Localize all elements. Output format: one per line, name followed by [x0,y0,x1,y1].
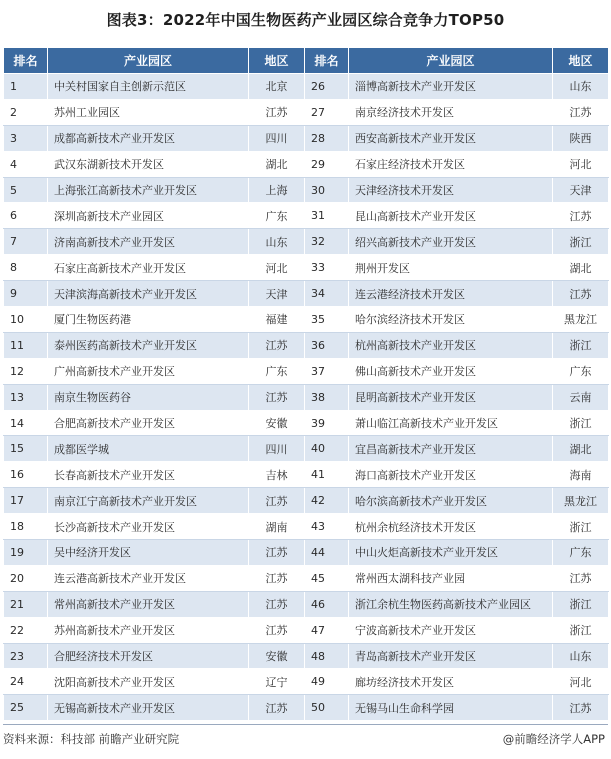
park-cell: 南京经济技术开发区 [349,99,553,125]
rank-cell: 22 [4,617,48,643]
park-cell: 天津经济技术开发区 [349,177,553,203]
region-cell: 四川 [249,436,305,462]
region-cell: 湖北 [249,151,305,177]
rank-cell: 46 [305,591,349,617]
region-cell: 福建 [249,307,305,333]
table-row [4,125,609,151]
park-cell: 合肥经济技术开发区 [48,643,249,669]
table-row [4,462,609,488]
rank-cell: 13 [4,384,48,410]
park-cell: 淄博高新技术产业开发区 [349,74,553,100]
region-cell: 广东 [553,358,609,384]
park-cell: 宁波高新技术产业开发区 [349,617,553,643]
brand-credit: @前瞻经济学人APP [502,732,605,746]
park-cell: 长沙高新技术产业开发区 [48,514,249,540]
table-row [4,229,609,255]
park-cell: 上海张江高新技术产业开发区 [48,177,249,203]
region-cell: 浙江 [553,229,609,255]
rank-cell: 32 [305,229,349,255]
park-cell: 中关村国家自主创新示范区 [48,74,249,100]
table-row [4,514,609,540]
footer-divider [3,724,608,725]
park-cell: 吴中经济开发区 [48,540,249,566]
rank-cell: 39 [305,410,349,436]
region-cell: 江苏 [553,203,609,229]
rank-cell: 27 [305,99,349,125]
region-cell: 山东 [249,229,305,255]
rank-cell: 14 [4,410,48,436]
park-cell: 连云港高新技术产业开发区 [48,565,249,591]
table-row [4,643,609,669]
rank-cell: 44 [305,540,349,566]
table-row [4,281,609,307]
park-cell: 杭州高新技术产业开发区 [349,332,553,358]
rank-cell: 50 [305,695,349,721]
region-cell: 山东 [553,643,609,669]
table-row [4,617,609,643]
park-cell: 连云港经济技术开发区 [349,281,553,307]
rank-cell: 42 [305,488,349,514]
region-cell: 山东 [553,74,609,100]
region-cell: 江苏 [249,488,305,514]
park-cell: 常州西太湖科技产业园 [349,565,553,591]
region-cell: 黑龙江 [553,488,609,514]
rank-cell: 10 [4,307,48,333]
park-cell: 西安高新技术产业开发区 [349,125,553,151]
rank-cell: 7 [4,229,48,255]
park-cell: 合肥高新技术产业开发区 [48,410,249,436]
region-cell: 河北 [249,255,305,281]
park-cell: 石家庄经济技术开发区 [349,151,553,177]
rank-cell: 1 [4,74,48,100]
region-cell: 江苏 [249,565,305,591]
rank-cell: 38 [305,384,349,410]
rank-cell: 45 [305,565,349,591]
rank-cell: 30 [305,177,349,203]
region-cell: 四川 [249,125,305,151]
region-cell: 北京 [249,74,305,100]
region-cell: 吉林 [249,462,305,488]
header-region: 地区 [553,48,609,74]
park-cell: 广州高新技术产业开发区 [48,358,249,384]
rank-cell: 34 [305,281,349,307]
rank-cell: 24 [4,669,48,695]
rank-cell: 31 [305,203,349,229]
rank-cell: 5 [4,177,48,203]
rank-cell: 28 [305,125,349,151]
rank-cell: 37 [305,358,349,384]
park-cell: 萧山临江高新技术产业开发区 [349,410,553,436]
region-cell: 江苏 [249,332,305,358]
region-cell: 浙江 [553,617,609,643]
table-header-row [4,48,609,74]
region-cell: 广东 [249,358,305,384]
rank-cell: 41 [305,462,349,488]
park-cell: 无锡马山生命科学园 [349,695,553,721]
table-row [4,669,609,695]
region-cell: 河北 [553,151,609,177]
rank-cell: 16 [4,462,48,488]
rank-cell: 40 [305,436,349,462]
table-row [4,255,609,281]
park-cell: 昆山高新技术产业开发区 [349,203,553,229]
park-cell: 廊坊经济技术开发区 [349,669,553,695]
region-cell: 天津 [553,177,609,203]
park-cell: 南京生物医药谷 [48,384,249,410]
header-rank: 排名 [4,48,48,74]
region-cell: 湖北 [553,436,609,462]
ranking-table [3,47,609,721]
table-row [4,74,609,100]
header-region: 地区 [249,48,305,74]
rank-cell: 26 [305,74,349,100]
park-cell: 苏州高新技术产业开发区 [48,617,249,643]
region-cell: 海南 [553,462,609,488]
rank-cell: 33 [305,255,349,281]
table-row [4,151,609,177]
table-row [4,410,609,436]
rank-cell: 4 [4,151,48,177]
table-row [4,591,609,617]
table-row [4,99,609,125]
region-cell: 江苏 [249,591,305,617]
park-cell: 中山火炬高新技术产业开发区 [349,540,553,566]
region-cell: 河北 [553,669,609,695]
park-cell: 佛山高新技术产业开发区 [349,358,553,384]
region-cell: 湖南 [249,514,305,540]
park-cell: 长春高新技术产业开发区 [48,462,249,488]
region-cell: 安徽 [249,410,305,436]
region-cell: 广东 [249,203,305,229]
header-park: 产业园区 [349,48,553,74]
table-row [4,384,609,410]
region-cell: 浙江 [553,591,609,617]
park-cell: 沈阳高新技术产业开发区 [48,669,249,695]
region-cell: 黑龙江 [553,307,609,333]
rank-cell: 19 [4,540,48,566]
park-cell: 宜昌高新技术产业开发区 [349,436,553,462]
park-cell: 石家庄高新技术产业开发区 [48,255,249,281]
region-cell: 江苏 [249,99,305,125]
rank-cell: 35 [305,307,349,333]
region-cell: 江苏 [553,565,609,591]
region-cell: 浙江 [553,514,609,540]
region-cell: 天津 [249,281,305,307]
region-cell: 江苏 [249,695,305,721]
rank-cell: 43 [305,514,349,540]
rank-cell: 3 [4,125,48,151]
rank-cell: 18 [4,514,48,540]
park-cell: 昆明高新技术产业开发区 [349,384,553,410]
rank-cell: 6 [4,203,48,229]
region-cell: 江苏 [553,281,609,307]
park-cell: 成都医学城 [48,436,249,462]
park-cell: 浙江余杭生物医药高新技术产业园区 [349,591,553,617]
rank-cell: 25 [4,695,48,721]
park-cell: 哈尔滨经济技术开发区 [349,307,553,333]
rank-cell: 11 [4,332,48,358]
park-cell: 泰州医药高新技术产业开发区 [48,332,249,358]
rank-cell: 17 [4,488,48,514]
table-row [4,332,609,358]
region-cell: 陕西 [553,125,609,151]
rank-cell: 9 [4,281,48,307]
park-cell: 济南高新技术产业开发区 [48,229,249,255]
park-cell: 成都高新技术产业开发区 [48,125,249,151]
park-cell: 青岛高新技术产业开发区 [349,643,553,669]
source-note: 资料来源：科技部 前瞻产业研究院 [3,732,180,746]
table-row [4,177,609,203]
page-title: 图表3：2022年中国生物医药产业园区综合竞争力TOP50 [106,11,505,29]
park-cell: 厦门生物医药港 [48,307,249,333]
rank-cell: 23 [4,643,48,669]
region-cell: 广东 [553,540,609,566]
park-cell: 武汉东湖新技术开发区 [48,151,249,177]
table-row [4,565,609,591]
park-cell: 南京江宁高新技术产业开发区 [48,488,249,514]
rank-cell: 15 [4,436,48,462]
rank-cell: 21 [4,591,48,617]
table-row [4,307,609,333]
region-cell: 江苏 [249,617,305,643]
table-body [4,74,609,721]
rank-cell: 2 [4,99,48,125]
rank-cell: 29 [305,151,349,177]
table-row [4,488,609,514]
table-row [4,695,609,721]
region-cell: 安徽 [249,643,305,669]
park-cell: 杭州余杭经济技术开发区 [349,514,553,540]
table-row [4,540,609,566]
region-cell: 上海 [249,177,305,203]
region-cell: 江苏 [249,540,305,566]
park-cell: 苏州工业园区 [48,99,249,125]
rank-cell: 20 [4,565,48,591]
header-rank: 排名 [305,48,349,74]
header-park: 产业园区 [48,48,249,74]
region-cell: 云南 [553,384,609,410]
region-cell: 浙江 [553,410,609,436]
rank-cell: 47 [305,617,349,643]
park-cell: 荆州开发区 [349,255,553,281]
park-cell: 常州高新技术产业开发区 [48,591,249,617]
region-cell: 江苏 [249,384,305,410]
region-cell: 浙江 [553,332,609,358]
region-cell: 辽宁 [249,669,305,695]
region-cell: 湖北 [553,255,609,281]
table-row [4,203,609,229]
rank-cell: 8 [4,255,48,281]
park-cell: 深圳高新技术产业园区 [48,203,249,229]
region-cell: 江苏 [553,99,609,125]
rank-cell: 48 [305,643,349,669]
park-cell: 天津滨海高新技术产业开发区 [48,281,249,307]
park-cell: 哈尔滨高新技术产业开发区 [349,488,553,514]
rank-cell: 36 [305,332,349,358]
table-row [4,436,609,462]
rank-cell: 12 [4,358,48,384]
region-cell: 江苏 [553,695,609,721]
rank-cell: 49 [305,669,349,695]
park-cell: 绍兴高新技术产业开发区 [349,229,553,255]
table-row [4,358,609,384]
park-cell: 无锡高新技术产业开发区 [48,695,249,721]
park-cell: 海口高新技术产业开发区 [349,462,553,488]
